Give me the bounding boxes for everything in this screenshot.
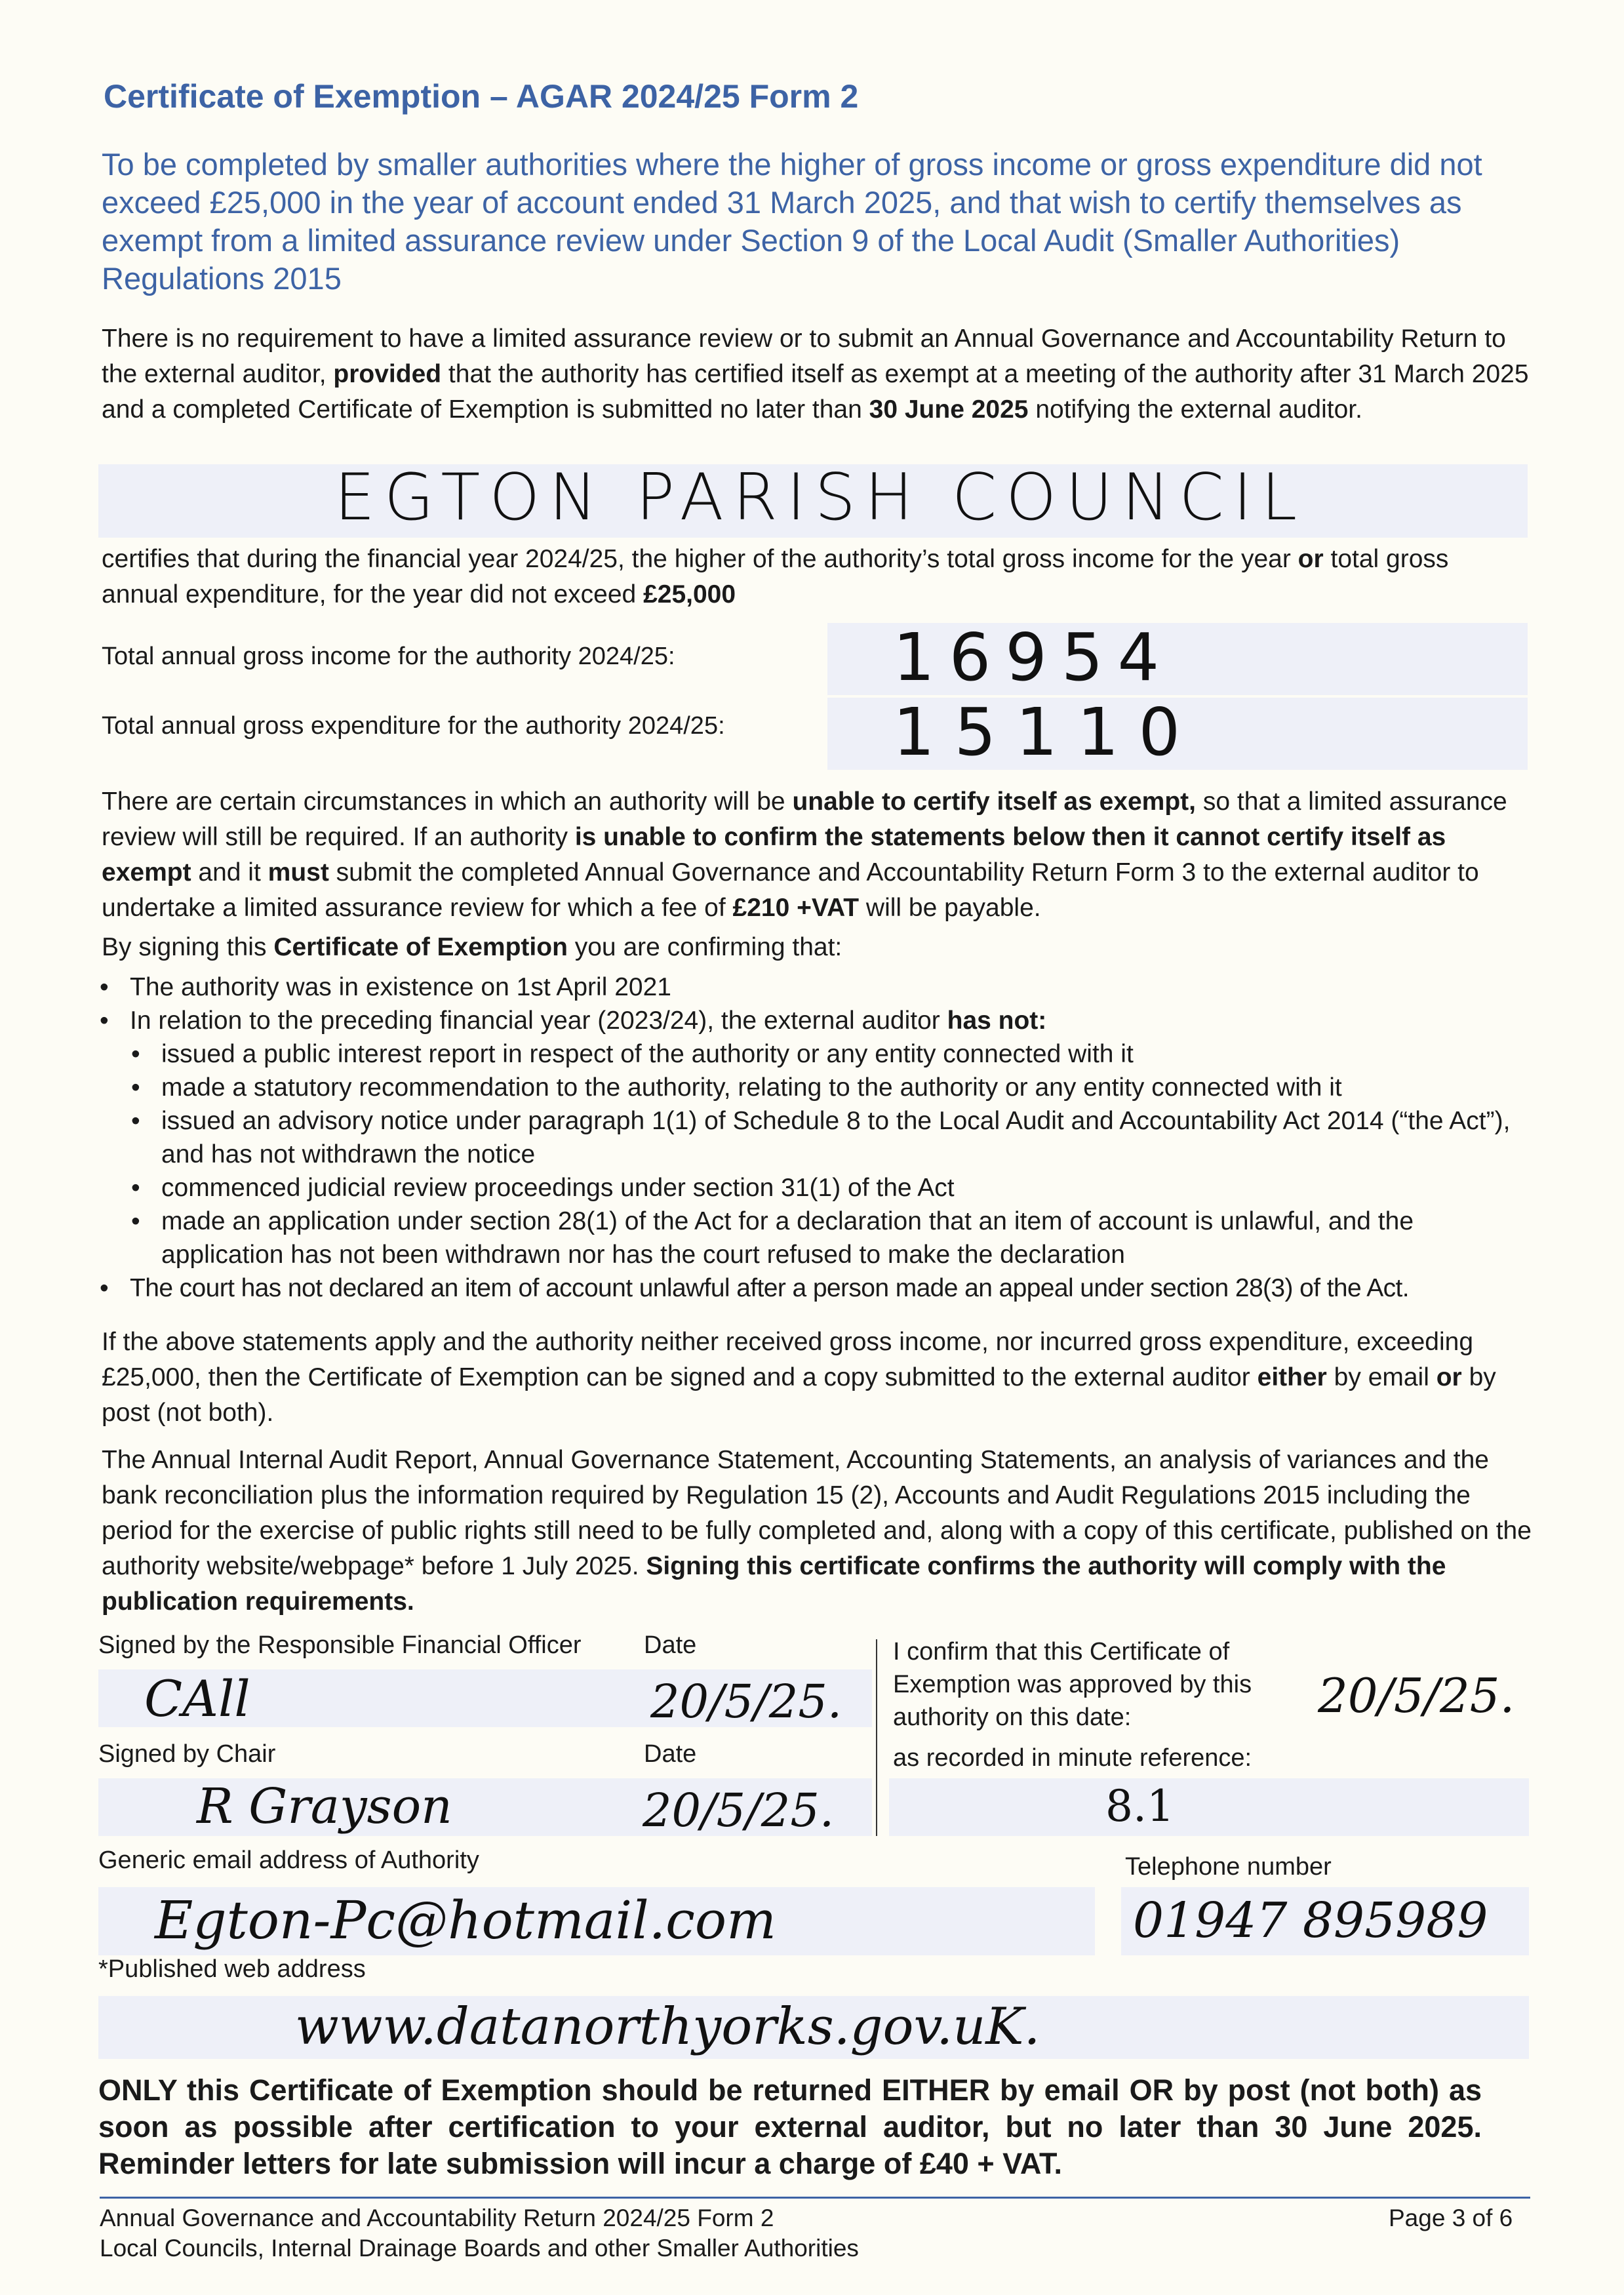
minute-reference-label: as recorded in minute reference: <box>893 1744 1252 1772</box>
expenditure-field[interactable] <box>827 694 1528 770</box>
income-value: 16954 <box>893 619 1174 696</box>
list-item: • In relation to the preceding financial year (2023/24), the external auditor has not: <box>97 1004 1539 1037</box>
submission-paragraph: If the above statements apply and the authority neither received gross income, nor incurred gross expenditure, exceeding £25,000, then the Certificate of Exemption can be signed and a copy submitted to the external auditor either by email or by post (not both). <box>102 1328 1496 1427</box>
list-item: • issued a public interest report in respect of the authority or any entity connected with it <box>97 1037 1539 1071</box>
list-item: • The court has not declared an item of account unlawful after a person made an appeal under section 28(3) of the Act. <box>97 1271 1539 1305</box>
minute-reference-value: 8.1 <box>1105 1781 1174 1831</box>
intro-text: To be completed by smaller authorities where the higher of gross income or gross expenditure did not exceed £25,000 in the year of account ended 31 March 2025, and that wish to certify themselves as exempt from a limited assurance review under Section 9 of the Local Audit (Smaller Authorities) Regulations 2015 <box>102 147 1482 296</box>
web-address-label: *Published web address <box>98 1955 366 1983</box>
income-label: Total annual gross income for the authority 2024/25: <box>102 643 675 670</box>
page-title: Certificate of Exemption – AGAR 2024/25 Form 2 <box>104 78 859 115</box>
minute-reference-field[interactable] <box>889 1778 1529 1836</box>
web-address-value: www.datanorthyorks.gov.uK. <box>295 1997 1040 2056</box>
chair-date-value: 20/5/25. <box>643 1784 835 1837</box>
telephone-label: Telephone number <box>1125 1853 1332 1881</box>
chair-signature-label: Signed by Chair <box>98 1740 276 1768</box>
footer-text <box>100 2203 859 2264</box>
exemption-conditions-paragraph: There are certain circumstances in which an authority will be unable to certify itself as exempt, so that a limited assurance review will still be required. If an authority is unable to confirm the statements below then it cannot certify itself as exempt and it must submit the completed Annual Governance and Accountability Return Form 3 to the external auditor to undertake a limited assurance review for which a fee of £210 +VAT will be payable. <box>102 788 1507 922</box>
rfo-signature-field[interactable] <box>98 1669 872 1727</box>
publication-paragraph: The Annual Internal Audit Report, Annual Governance Statement, Accounting Statements, an analysis of variances and the bank reconciliation plus the information required by Regulation 15 (2), Accounts and Audit Regulations 2015 including the period for the exercise of public rights still need to be fully completed and, along with a copy of this certificate, published on the authority website/webpage* before 1 July 2025. Signing this certificate confirms the authority will comply with the publication requirements. <box>102 1446 1532 1616</box>
list-item: • issued an advisory notice under paragraph 1(1) of Schedule 8 to the Local Audit and Accountability Act 2014 (“the Act”), and has not withdrawn the notice <box>97 1104 1539 1171</box>
return-instructions: ONLY this Certificate of Exemption should be returned EITHER by email OR by post (not both) as soon as possible after certification to your external auditor, but no later than 30 June 2025. Reminder letters for late submission will incur a charge of £40 + VAT. <box>98 2073 1482 2180</box>
chair-signature-field[interactable] <box>98 1778 872 1836</box>
web-address-field[interactable] <box>98 1996 1529 2059</box>
chair-signature: R Grayson <box>197 1778 452 1835</box>
rfo-date-label: Date <box>644 1631 697 1659</box>
telephone-value: 01947 895989 <box>1133 1892 1488 1949</box>
authority-name-handwritten: EGTON PARISH COUNCIL <box>334 460 1307 535</box>
footer-line-2: Local Councils, Internal Drainage Boards and other Smaller Authorities <box>100 2235 859 2262</box>
list-item: • commenced judicial review proceedings under section 31(1) of the Act <box>97 1171 1539 1205</box>
rfo-signature-label: Signed by the Responsible Financial Officer <box>98 1631 582 1659</box>
telephone-field[interactable] <box>1121 1887 1529 1955</box>
page-number: Page 3 of 6 <box>1389 2205 1513 2231</box>
footer-line-1: Annual Governance and Accountability Return 2024/25 Form 2 <box>100 2205 774 2231</box>
email-field[interactable] <box>98 1887 1095 1955</box>
expenditure-value: 15110 <box>893 694 1200 770</box>
list-item: • The authority was in existence on 1st April 2021 <box>97 970 1539 1004</box>
income-field[interactable] <box>827 619 1528 696</box>
rfo-signature: CAll <box>144 1669 250 1728</box>
approval-date-value: 20/5/25. <box>1318 1668 1515 1723</box>
list-item: • made a statutory recommendation to the authority, relating to the authority or any entity connected with it <box>97 1071 1539 1104</box>
list-item: • made an application under section 28(1) of the Act for a declaration that an item of account is unlawful, and the application has not been withdrawn nor has the court refused to make the declaration <box>97 1205 1539 1271</box>
certifies-paragraph: certifies that during the financial year 2024/25, the higher of the authority’s total gross income for the year or total gross annual expenditure, for the year did not exceed £25,000 <box>102 545 1449 609</box>
signature-divider <box>876 1639 877 1836</box>
confirming-intro: By signing this Certificate of Exemption you are confirming that: <box>102 933 842 961</box>
rfo-date-value: 20/5/25. <box>650 1675 842 1728</box>
footer-divider <box>100 2197 1530 2199</box>
expenditure-label: Total annual gross expenditure for the authority 2024/25: <box>102 712 725 740</box>
confirmation-list <box>97 970 1539 1305</box>
approval-date-label: I confirm that this Certificate of Exemption was approved by this authority on this date: <box>893 1638 1252 1731</box>
requirement-paragraph: There is no requirement to have a limited assurance review or to submit an Annual Governance and Accountability Return to the external auditor, provided that the authority has certified itself as exempt at a meeting of the authority after 31 March 2025 and a completed Certificate of Exemption is submitted no later than 30 June 2025 notifying the external auditor. <box>102 325 1529 424</box>
authority-name-field[interactable] <box>98 460 1528 538</box>
chair-date-label: Date <box>644 1740 697 1768</box>
email-value: Egton-Pc@hotmail.com <box>155 1890 776 1951</box>
email-label: Generic email address of Authority <box>98 1846 479 1874</box>
